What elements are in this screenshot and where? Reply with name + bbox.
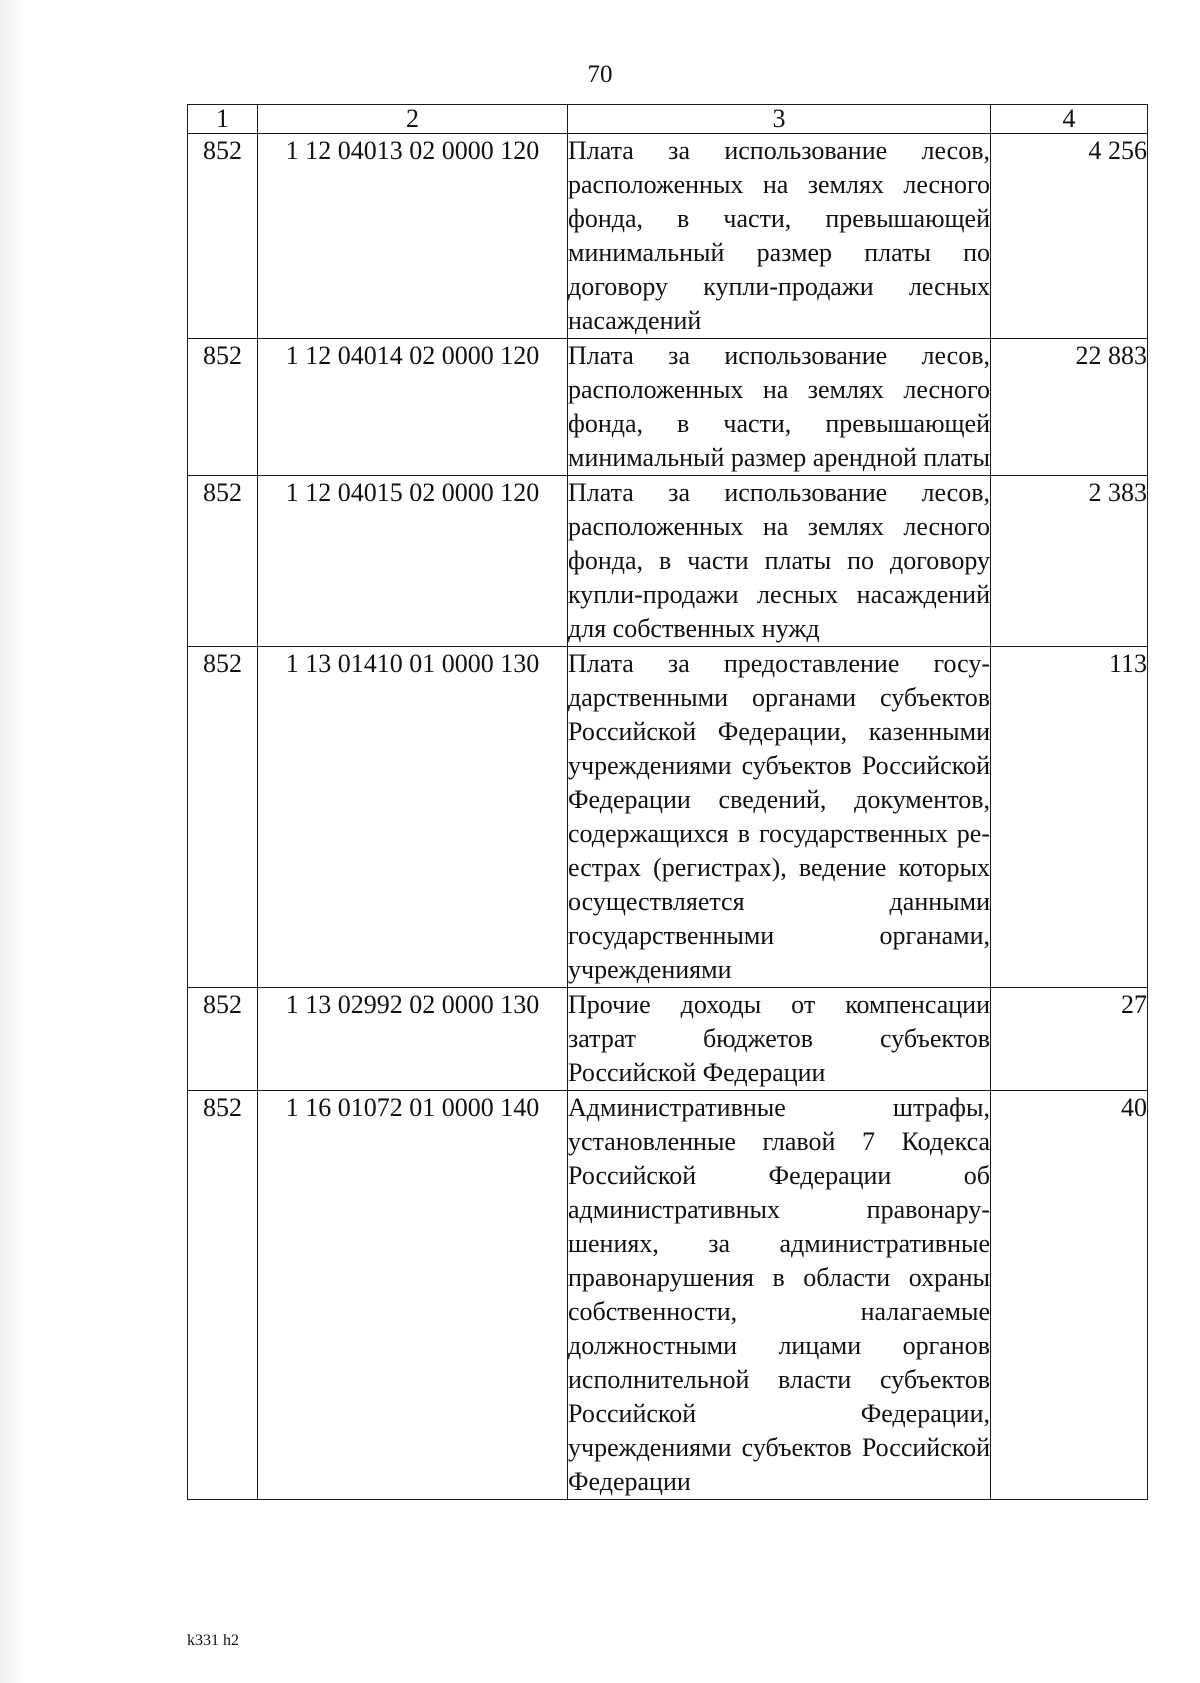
column-header-4: 4 bbox=[991, 105, 1148, 134]
description-cell: Плата за использование лесов, расположенных на землях лесного фонда, в части платы по договору купли-продажи лесных насаждений для собственных нужд bbox=[568, 476, 991, 647]
page-number: 70 bbox=[587, 61, 613, 88]
admin-code-cell: 852 bbox=[188, 134, 258, 339]
revenue-code-cell: 1 12 04013 02 0000 120 bbox=[258, 134, 568, 339]
column-header-1: 1 bbox=[188, 105, 258, 134]
amount-cell: 22 883 bbox=[991, 339, 1148, 476]
table-row bbox=[188, 647, 1148, 988]
scan-edge bbox=[0, 0, 28, 1683]
revenue-code-cell: 1 16 01072 01 0000 140 bbox=[258, 1091, 568, 1500]
revenue-code-cell: 1 13 02992 02 0000 130 bbox=[258, 988, 568, 1091]
admin-code-cell: 852 bbox=[188, 647, 258, 988]
column-header-3: 3 bbox=[568, 105, 991, 134]
description-cell: Плата за использование лесов, расположенных на землях лесного фонда, в части, превышающей минимальный размер арендной платы bbox=[568, 339, 991, 476]
revenue-code-cell: 1 12 04015 02 0000 120 bbox=[258, 476, 568, 647]
description-cell: Плата за использование лесов, расположенных на землях лесного фонда, в части, превышающей минимальный размер платы по договору купли-продажи лесных насаждений bbox=[568, 134, 991, 339]
admin-code-cell: 852 bbox=[188, 988, 258, 1091]
revenue-code-cell: 1 12 04014 02 0000 120 bbox=[258, 339, 568, 476]
table-row bbox=[188, 988, 1148, 1091]
amount-cell: 27 bbox=[991, 988, 1148, 1091]
description-cell: Административные штрафы, установленные главой 7 Кодекса Российской Федерации об административных правонарушениях, за административные правонарушения в области охраны собственности, налагаемые должностными лицами органов исполнительной власти субъектов Российской Федерации, учреждениями субъектов Российской Федерации bbox=[568, 1091, 991, 1500]
table-row bbox=[188, 339, 1148, 476]
amount-cell: 40 bbox=[991, 1091, 1148, 1500]
admin-code-cell: 852 bbox=[188, 1091, 258, 1500]
description-cell: Прочие доходы от компенсации затрат бюджетов субъектов Российской Федерации bbox=[568, 988, 991, 1091]
admin-code-cell: 852 bbox=[188, 476, 258, 647]
table-row bbox=[188, 134, 1148, 339]
table-header-row bbox=[188, 105, 1148, 134]
amount-cell: 113 bbox=[991, 647, 1148, 988]
amount-cell: 4 256 bbox=[991, 134, 1148, 339]
table-row bbox=[188, 1091, 1148, 1500]
column-header-2: 2 bbox=[258, 105, 568, 134]
document-footer-code: k331 h2 bbox=[187, 1632, 239, 1649]
description-cell: Плата за предоставление государственными органами субъектов Российской Федерации, казенными учреждениями субъектов Российской Федерации сведений, документов, содержащихся в государственных реестрах (регистрах), ведение которых осуществляется данными государственными органами, учреждениями bbox=[568, 647, 991, 988]
revenue-code-cell: 1 13 01410 01 0000 130 bbox=[258, 647, 568, 988]
table-row bbox=[188, 476, 1148, 647]
admin-code-cell: 852 bbox=[188, 339, 258, 476]
revenue-table bbox=[187, 104, 1148, 1500]
amount-cell: 2 383 bbox=[991, 476, 1148, 647]
